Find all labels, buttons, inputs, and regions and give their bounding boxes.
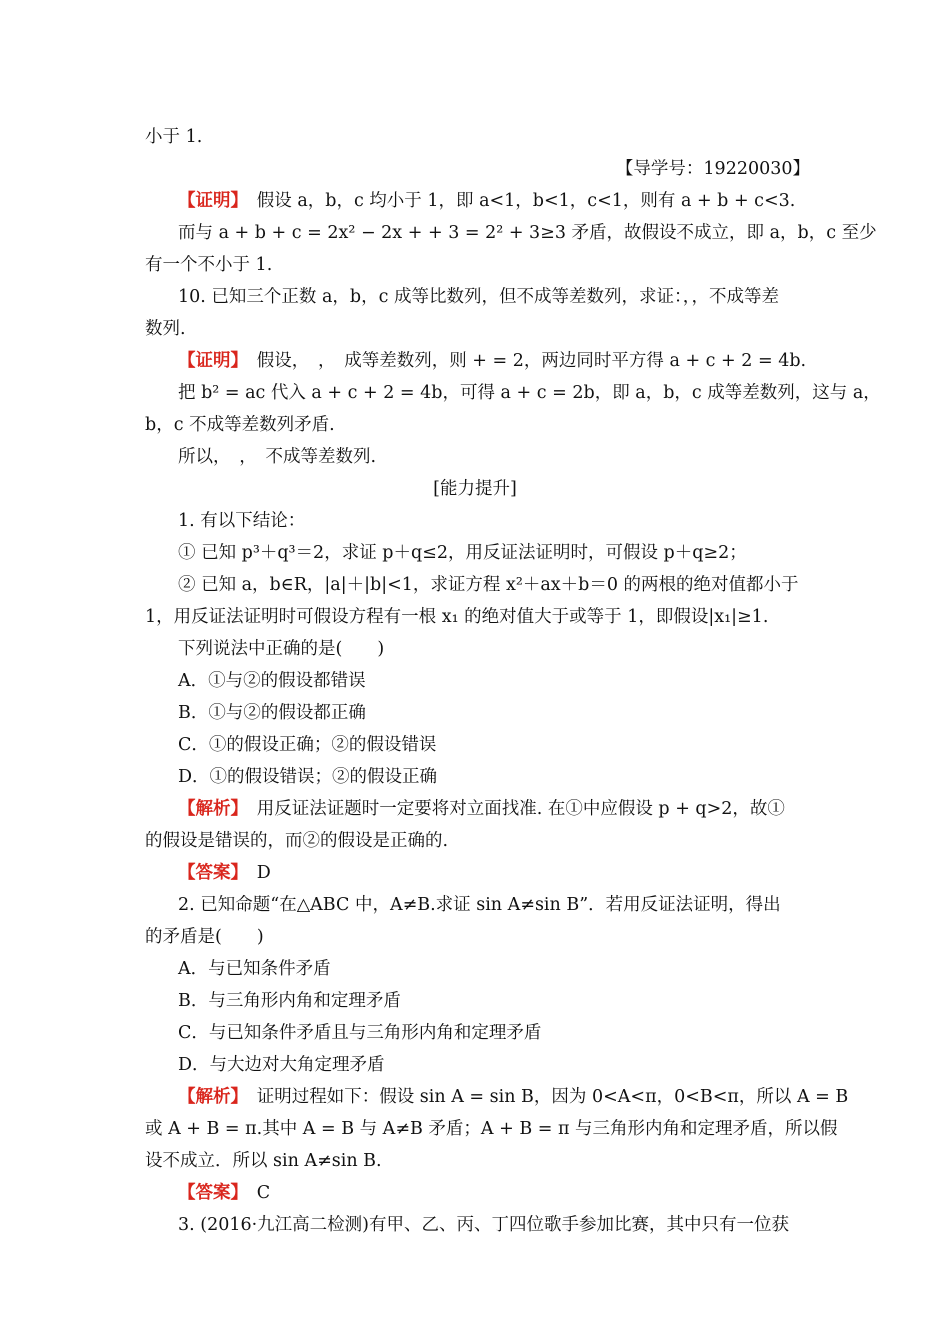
section-tag: 【证明】 [178, 351, 240, 371]
text-line [178, 1084, 848, 1110]
line-text: 而与 a + b + c = 2x² − 2x + + 3 = 2² + 3≥3 矛盾，故假设不成立，即 a，b，c 至少 [178, 223, 877, 243]
line-text: 设不成立．所以 sin A≠sin B. [145, 1151, 382, 1171]
text-line [145, 1116, 838, 1142]
line-text: 假设 a，b，c 均小于 1，即 a<1，b<1，c<1，则有 a + b + c<3. [239, 191, 796, 211]
line-text: 证明过程如下：假设 sin A = sin B，因为 0<A<π，0<B<π，所以 A = B [239, 1087, 849, 1107]
text-line [178, 796, 785, 822]
text-line [178, 188, 795, 214]
line-text: D [239, 863, 271, 883]
text-line [145, 828, 448, 854]
line-text: 3. (2016·九江高二检测)有甲、乙、丙、丁四位歌手参加比赛，其中只有一位获 [178, 1215, 790, 1235]
text-line [145, 1148, 382, 1174]
line-text: b，c 不成等差数列矛盾. [145, 415, 335, 435]
line-text: ② 已知 a，b∈R，|a|＋|b|<1，求证方程 x²＋ax＋b＝0 的两根的绝对值都小于 [178, 575, 799, 595]
text-line [178, 988, 401, 1014]
text-line [178, 1052, 385, 1078]
line-text: 下列说法中正确的是( ) [178, 639, 385, 659]
line-text: 小于 1. [145, 127, 203, 147]
text-line [178, 700, 366, 726]
text-line [178, 732, 436, 758]
text-line [178, 220, 877, 246]
text-line [145, 252, 272, 278]
section-tag: 【解析】 [178, 1087, 240, 1107]
text-line [145, 924, 264, 950]
text-line [145, 412, 335, 438]
text-line [178, 764, 437, 790]
line-text: C [239, 1183, 271, 1203]
text-line [178, 284, 779, 310]
line-text: 或 A + B = π.其中 A = B 与 A≠B 矛盾；A + B = π 与三角形内角和定理矛盾，所以假 [145, 1119, 838, 1139]
line-text: 把 b² = ac 代入 a + c + 2 = 4b，可得 a + c = 2b，即 a，b，c 成等差数列，这与 a， [178, 383, 881, 403]
section-tag: 【答案】 [178, 863, 240, 883]
line-text: 1. 有以下结论： [178, 511, 306, 531]
text-line [178, 540, 747, 566]
line-text: 10. 已知三个正数 a，b，c 成等比数列，但不成等差数列，求证：，，不成等差 [178, 287, 779, 307]
text-line [178, 1020, 541, 1046]
line-text: 有一个不小于 1. [145, 255, 273, 275]
line-text: C．①的假设正确；②的假设错误 [178, 735, 437, 755]
line-text: 数列. [145, 319, 186, 339]
text-line [178, 348, 806, 374]
line-text: 假设， ， 成等差数列，则 + = 2，两边同时平方得 a + c + 2 = 4b. [239, 351, 807, 371]
line-text: D．①的假设错误；②的假设正确 [178, 767, 438, 787]
text-line [616, 156, 810, 182]
text-line [178, 572, 799, 598]
line-text: D．与大边对大角定理矛盾 [178, 1055, 385, 1075]
line-text: C．与已知条件矛盾且与三角形内角和定理矛盾 [178, 1023, 542, 1043]
text-line [178, 668, 366, 694]
line-text: 2. 已知命题“在△ABC 中，A≠B.求证 sin A≠sin B”．若用反证法证明，得出 [178, 895, 781, 915]
text-line [178, 860, 271, 886]
line-text: 的假设是错误的，而②的假设是正确的. [145, 831, 449, 851]
text-line [145, 124, 202, 150]
text-line [178, 1212, 789, 1238]
line-text: 的矛盾是( ) [145, 927, 264, 947]
text-line [178, 892, 781, 918]
line-text: B．与三角形内角和定理矛盾 [178, 991, 401, 1011]
line-text: A．①与②的假设都错误 [178, 671, 366, 691]
text-line [0, 476, 950, 502]
section-tag: 【答案】 [178, 1183, 240, 1203]
line-text: [能力提升] [433, 479, 517, 499]
line-text: 用反证法证题时一定要将对立面找准. 在①中应假设 p + q>2，故① [239, 799, 785, 819]
line-text: 【导学号：19220030】 [615, 159, 810, 179]
text-line [178, 508, 305, 534]
section-tag: 【证明】 [178, 191, 240, 211]
text-line [178, 636, 384, 662]
line-text: A．与已知条件矛盾 [178, 959, 331, 979]
line-text: 1，用反证法证明时可假设方程有一根 x₁ 的绝对值大于或等于 1，即假设|x₁|≥1. [145, 607, 769, 627]
text-line [178, 1180, 270, 1206]
text-line [145, 316, 186, 342]
line-text: 所以， ， 不成等差数列. [178, 447, 377, 467]
text-line [145, 604, 768, 630]
text-line [178, 956, 331, 982]
text-line [178, 444, 376, 470]
line-text: ① 已知 p³＋q³＝2，求证 p＋q≤2，用反证法证明时，可假设 p＋q≥2； [178, 543, 747, 563]
text-line [178, 380, 881, 406]
section-tag: 【解析】 [178, 799, 240, 819]
line-text: B．①与②的假设都正确 [178, 703, 366, 723]
